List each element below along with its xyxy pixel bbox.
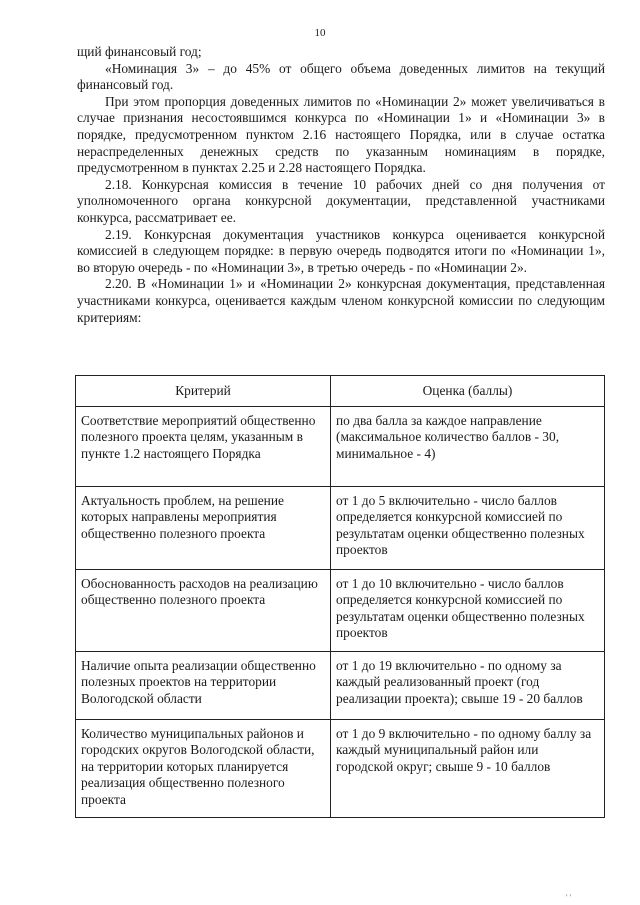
criterion-cell: Обоснованность расходов на реализацию общественно полезного проекта	[76, 570, 331, 652]
score-cell: от 1 до 10 включительно - число баллов определяется конкурсной комиссией по результатам оценки общественно полезных проектов	[331, 570, 605, 652]
page-number: 10	[314, 27, 326, 39]
score-cell: от 1 до 19 включительно - по одному за каждый реализованный проект (год реализации проекта); свыше 19 - 20 баллов	[331, 652, 605, 720]
criterion-cell: Количество муниципальных районов и городских округов Вологодской области, на территории которых планируется реализация общественно полезного проекта	[76, 720, 331, 818]
paragraph-2-19: 2.19. Конкурсная документация участников конкурса оценивается конкурсной комиссией в следующем порядке: в первую очередь подводятся итоги по «Номинации 1», во вторую очередь - по «Номинации 3», в третью очередь - по «Номинации 2».	[77, 226, 605, 275]
score-cell: по два балла за каждое направление (максимальное количество баллов - 30, минимальное - 4)	[331, 407, 605, 487]
scan-corner-mark: ' '	[566, 893, 571, 902]
table-row	[76, 570, 605, 652]
paragraph-2-20: 2.20. В «Номинации 1» и «Номинации 2» конкурсная документация, представленная участниками конкурса, оценивается каждым членом конкурсной комиссии по следующим критериям:	[77, 276, 605, 325]
table-row	[76, 487, 605, 570]
header-score: Оценка (баллы)	[331, 376, 605, 407]
score-cell: от 1 до 5 включительно - число баллов определяется конкурсной комиссией по результатам оценки общественно полезных проектов	[331, 487, 605, 570]
table-header-row	[76, 376, 605, 407]
paragraph-3: При этом пропорция доведенных лимитов по «Номинации 2» может увеличиваться в случае признания несостоявшимся конкурса по «Номинации 1» и «Номинации 3» в порядке, предусмотренном пунктом 2.16 настоящего Порядка, или в случае остатка нераспределенных денежных средств по указанным номинациям в порядке, предусмотренном в пунктах 2.25 и 2.28 настоящего Порядка.	[77, 93, 605, 176]
table-row	[76, 652, 605, 720]
paragraph-2-18: 2.18. Конкурсная комиссия в течение 10 рабочих дней со дня получения от уполномоченного органа конкурсной документации, представленной участниками конкурса, рассматривает ее.	[77, 176, 605, 225]
criterion-cell: Наличие опыта реализации общественно полезных проектов на территории Вологодской области	[76, 652, 331, 720]
paragraph-1: щий финансовый год;	[77, 44, 202, 59]
header-criterion: Критерий	[76, 376, 331, 407]
criterion-cell: Актуальность проблем, на решение которых направлены мероприятия общественно полезного проекта	[76, 487, 331, 570]
criteria-table	[75, 375, 605, 818]
body-text	[77, 44, 605, 326]
score-cell: от 1 до 9 включительно - по одному баллу за каждый муниципальный район или городской округ; свыше 9 - 10 баллов	[331, 720, 605, 818]
paragraph-2: «Номинация 3» – до 45% от общего объема доведенных лимитов на текущий финансовый год.	[77, 60, 605, 93]
criterion-cell: Соответствие мероприятий общественно полезного проекта целям, указанным в пункте 1.2 настоящего Порядка	[76, 407, 331, 487]
table-row	[76, 407, 605, 487]
table-row	[76, 720, 605, 818]
